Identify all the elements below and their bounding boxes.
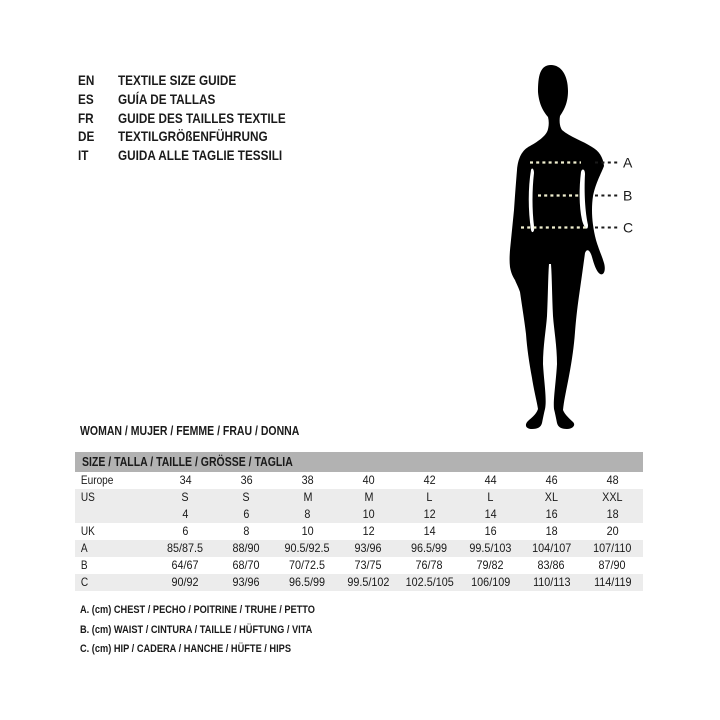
size-cell: [155, 489, 216, 506]
size-cell-value: 12: [423, 507, 436, 521]
size-cell: [216, 557, 277, 574]
size-cell: [399, 523, 460, 540]
size-cell-value: 93/96: [354, 541, 383, 555]
size-cell-value: 8: [243, 524, 250, 538]
size-cell-value: 46: [545, 473, 558, 487]
size-cell: [277, 472, 338, 489]
size-cell: [460, 489, 521, 506]
size-cell-value: 38: [301, 473, 314, 487]
gender-title-text: WOMAN / MUJER / FEMME / FRAU / DONNA: [80, 424, 300, 438]
size-cell-value: 88/90: [232, 541, 261, 555]
size-cell: [155, 472, 216, 489]
table-row: [75, 574, 643, 591]
size-row-label: US: [80, 490, 95, 504]
size-cell: [399, 540, 460, 557]
size-cell-value: 40: [362, 473, 375, 487]
size-cell: [460, 506, 521, 523]
language-code: ES: [78, 90, 94, 107]
size-row-label: B: [80, 558, 88, 572]
size-cell-value: 114/119: [593, 575, 632, 589]
size-cell-value: 20: [606, 524, 619, 538]
size-cell: [338, 523, 399, 540]
size-cell: [582, 472, 643, 489]
size-row-label: [75, 506, 142, 523]
language-title: GUIDE DES TAILLES TEXTILE: [118, 109, 286, 126]
size-row-label: UK: [80, 524, 95, 538]
size-cell: [460, 472, 521, 489]
measurement-label-b: B: [623, 187, 633, 204]
size-cell: [582, 557, 643, 574]
size-cell-value: S: [242, 490, 251, 504]
gender-title: [80, 424, 341, 438]
language-title: GUÍA DE TALLAS: [118, 90, 216, 107]
size-cell: [521, 472, 582, 489]
size-cell: [521, 523, 582, 540]
size-cell: [460, 540, 521, 557]
size-cell: [277, 540, 338, 557]
size-cell-value: 96.5/99: [289, 575, 326, 589]
size-cell: [582, 489, 643, 506]
size-cell: [338, 506, 399, 523]
measurement-label-a: A: [623, 154, 633, 171]
language-row: [78, 109, 318, 128]
size-cell-value: L: [426, 490, 433, 504]
size-cell: [277, 489, 338, 506]
size-cell-value: 42: [423, 473, 436, 487]
size-cell: [399, 574, 460, 591]
size-cell-value: 14: [484, 507, 497, 521]
size-cell-value: 79/82: [476, 558, 505, 572]
measurement-legend: [80, 601, 360, 660]
size-cell-value: 93/96: [232, 575, 261, 589]
size-cell: [277, 574, 338, 591]
size-row-label: Europe: [80, 473, 114, 487]
table-row: [75, 472, 643, 489]
size-cell: [216, 506, 277, 523]
legend-line: B. (cm) WAIST / CINTURA / TAILLE / HÜFTUNG / VITA: [80, 623, 313, 636]
language-title: TEXTILE SIZE GUIDE: [118, 72, 237, 88]
size-cell: [216, 540, 277, 557]
size-cell-value: 90.5/92.5: [284, 541, 331, 555]
size-cell: [521, 540, 582, 557]
size-cell-value: 44: [484, 473, 497, 487]
size-cell: [155, 523, 216, 540]
size-cell: [338, 489, 399, 506]
size-cell-value: 102.5/105: [405, 575, 454, 589]
size-cell-value: 16: [484, 524, 497, 538]
size-cell-value: L: [487, 490, 494, 504]
size-cell-value: 14: [423, 524, 436, 538]
table-row: [75, 540, 643, 557]
size-cell: [460, 574, 521, 591]
size-cell: [155, 540, 216, 557]
measurement-label-c: C: [623, 219, 634, 236]
size-cell-value: 16: [545, 507, 558, 521]
size-cell-value: M: [303, 490, 312, 504]
size-cell-value: 104/107: [531, 541, 572, 555]
table-row: [75, 523, 643, 540]
woman-figure: [460, 20, 720, 450]
size-cell: [399, 557, 460, 574]
legend-line: A. (cm) CHEST / PECHO / POITRINE / TRUHE / PETTO: [80, 604, 315, 616]
size-cell-value: 18: [606, 507, 619, 521]
size-cell-value: 68/70: [232, 558, 261, 572]
table-row: [75, 489, 643, 506]
table-row: [75, 506, 643, 523]
language-title: GUIDA ALLE TAGLIE TESSILI: [118, 147, 283, 164]
size-cell: [277, 523, 338, 540]
size-cell: [338, 540, 399, 557]
size-cell-value: 87/90: [598, 558, 627, 572]
size-cell-value: 70/72.5: [289, 558, 326, 572]
size-cell-value: S: [181, 490, 190, 504]
size-cell-value: 6: [243, 507, 250, 521]
size-cell: [277, 506, 338, 523]
size-cell-value: XL: [544, 490, 559, 504]
size-cell-value: 99.5/102: [347, 575, 390, 589]
size-cell: [582, 540, 643, 557]
size-cell-value: 36: [240, 473, 253, 487]
size-cell: [277, 557, 338, 574]
size-table-header-text: SIZE / TALLA / TAILLE / GRÖSSE / TAGLIA: [82, 455, 293, 469]
size-cell: [460, 557, 521, 574]
size-cell-value: 6: [182, 524, 189, 538]
size-cell: [338, 472, 399, 489]
size-cell: [216, 574, 277, 591]
size-cell-value: 99.5/103: [469, 541, 512, 555]
size-table-body: [75, 472, 643, 591]
size-cell-value: 18: [545, 524, 558, 538]
language-code: IT: [78, 147, 89, 164]
size-cell-value: 8: [304, 507, 311, 521]
size-cell: [216, 523, 277, 540]
size-cell-value: 83/86: [537, 558, 566, 572]
size-cell: [521, 506, 582, 523]
size-cell: [521, 574, 582, 591]
size-cell-value: 64/67: [171, 558, 200, 572]
size-cell: [582, 574, 643, 591]
size-table: [75, 452, 643, 591]
size-cell-value: 106/109: [470, 575, 511, 589]
size-cell: [582, 523, 643, 540]
size-cell-value: 48: [606, 473, 619, 487]
size-cell-value: 10: [301, 524, 314, 538]
legend-line: C. (cm) HIP / CADERA / HANCHE / HÜFTE / HIPS: [80, 643, 292, 655]
size-cell-value: 110/113: [532, 575, 571, 589]
size-table-header: [75, 452, 643, 472]
language-code: DE: [78, 128, 95, 145]
size-cell-value: M: [364, 490, 373, 504]
size-cell-value: 76/78: [415, 558, 444, 572]
size-cell-value: 4: [182, 507, 189, 521]
language-code: EN: [78, 72, 95, 88]
size-cell: [521, 489, 582, 506]
size-cell-value: 85/87.5: [167, 541, 204, 555]
table-row: [75, 557, 643, 574]
size-cell: [460, 523, 521, 540]
language-row: [78, 90, 318, 109]
size-cell-value: XXL: [602, 490, 623, 504]
size-row-label: C: [80, 575, 89, 589]
size-cell-value: 96.5/99: [411, 541, 448, 555]
size-cell: [216, 489, 277, 506]
size-cell: [155, 574, 216, 591]
size-cell: [399, 506, 460, 523]
size-cell: [399, 489, 460, 506]
size-cell: [338, 557, 399, 574]
language-row: [78, 71, 318, 90]
language-list: [78, 71, 318, 165]
size-cell-value: 107/110: [593, 541, 632, 555]
size-row-label: A: [80, 541, 88, 555]
size-cell: [216, 472, 277, 489]
size-cell: [155, 557, 216, 574]
size-cell: [155, 506, 216, 523]
size-cell: [582, 506, 643, 523]
size-cell: [521, 557, 582, 574]
woman-silhouette: [510, 65, 605, 429]
size-cell-value: 10: [362, 507, 375, 521]
language-title: TEXTILGRÖßENFÜHRUNG: [118, 128, 268, 145]
size-cell-value: 90/92: [171, 575, 200, 589]
language-row: [78, 146, 318, 165]
language-row: [78, 127, 318, 146]
size-cell-value: 73/75: [354, 558, 383, 572]
language-code: FR: [78, 109, 94, 126]
size-cell-value: 12: [362, 524, 375, 538]
size-cell: [338, 574, 399, 591]
size-cell-value: 34: [179, 473, 192, 487]
size-cell: [399, 472, 460, 489]
